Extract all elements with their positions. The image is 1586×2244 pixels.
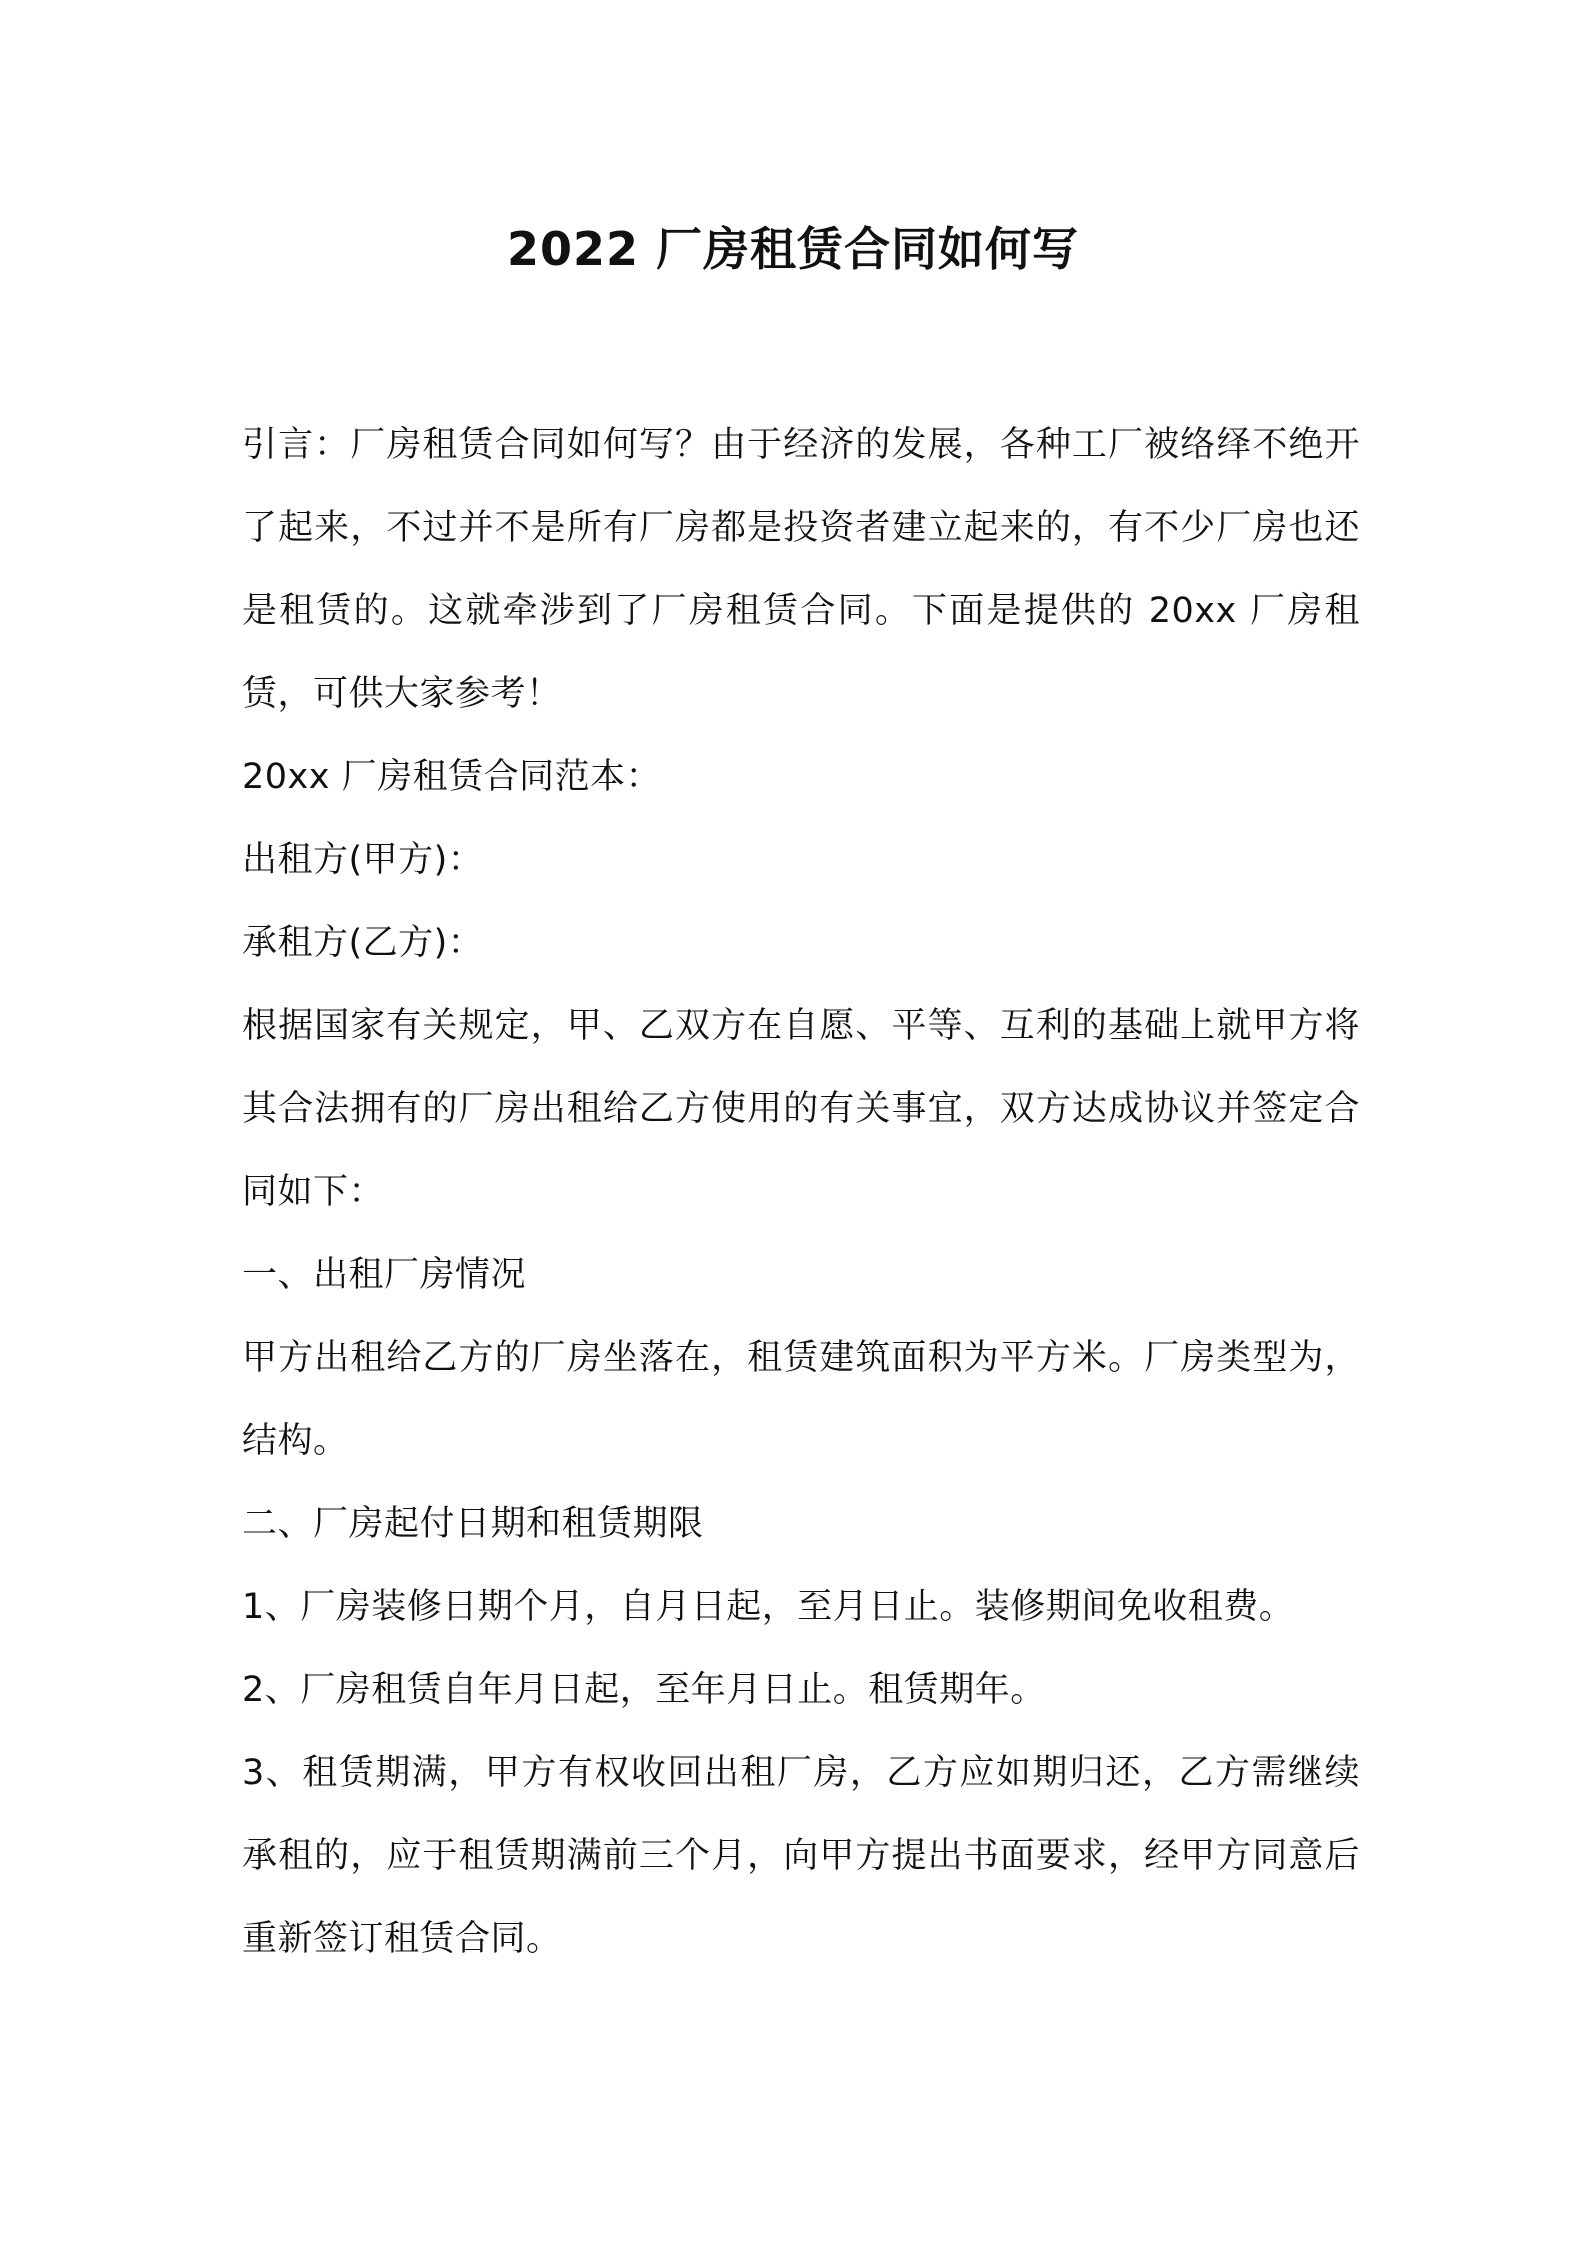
- paragraph-intro: 引言：厂房租赁合同如何写？由于经济的发展，各种工厂被络绎不绝开了起来，不过并不是所有厂房都是投资者建立起来的，有不少厂房也还是租赁的。这就牵涉到了厂房租赁合同。下面是提供的 20xx 厂房租赁，可供大家参考！: [242, 425, 1360, 714]
- clause-3: 3、租赁期满，甲方有权收回出租厂房，乙方应如期归还，乙方需继续承租的，应于租赁期满前三个月，向甲方提出书面要求，经甲方同意后重新签订租赁合同。: [242, 1753, 1360, 1959]
- paragraph-lessee: 承租方(乙方)：: [242, 923, 484, 963]
- paragraph-preamble: 根据国家有关规定，甲、乙双方在自愿、平等、互利的基础上就甲方将其合法拥有的厂房出租给乙方使用的有关事宜，双方达成协议并签定合同如下：: [242, 1006, 1360, 1212]
- section-heading-1: 一、出租厂房情况: [242, 1255, 527, 1295]
- section-heading-2: 二、厂房起付日期和租赁期限: [242, 1504, 704, 1544]
- clause-1: 1、厂房装修日期个月，自月日起，至月日止。装修期间免收租费。: [242, 1587, 1295, 1627]
- paragraph-lessor: 出租方(甲方)：: [242, 840, 484, 880]
- paragraph-factory-info: 甲方出租给乙方的厂房坐落在，租赁建筑面积为平方米。厂房类型为，结构。: [242, 1338, 1360, 1461]
- document-body: [242, 404, 1360, 1981]
- paragraph-template-heading: 20xx 厂房租赁合同范本：: [242, 757, 662, 797]
- document-title: 2022 厂房租赁合同如何写: [506, 222, 1080, 276]
- clause-2: 2、厂房租赁自年月日起，至年月日止。租赁期年。: [242, 1670, 1046, 1710]
